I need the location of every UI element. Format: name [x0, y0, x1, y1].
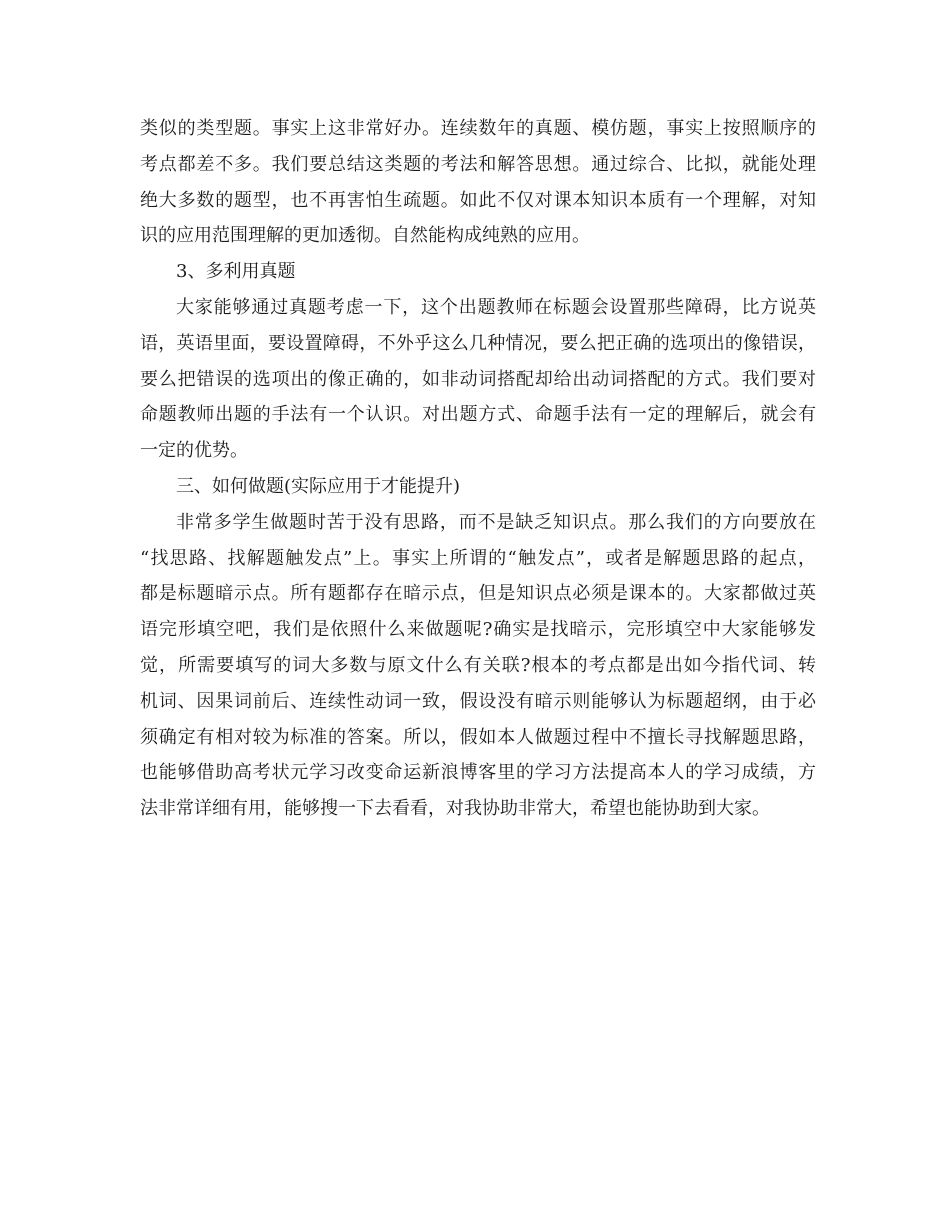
paragraph-line: 一定的优势。 — [140, 440, 248, 462]
paragraph-line: 类似的类型题。事实上这非常好办。连续数年的真题、模仿题，事实上按照顺序的 — [140, 118, 816, 139]
paragraph-line: 机词、因果词前后、连续性动词一致，假设没有暗示则能够认为标题超纲，由于必 — [140, 690, 816, 712]
paragraph-line: 非常多学生做题时苦于没有思路，而不是缺乏知识点。那么我们的方向要放在 — [176, 511, 816, 533]
paragraph-line: 语，英语里面，要设置障碍，不外乎这么几种情况，要么把正确的选项出的像错误， — [140, 332, 816, 354]
document-body — [140, 111, 816, 827]
paragraph-line: 也能够借助高考状元学习改变命运新浪博客里的学习方法提高本人的学习成绩，方 — [140, 762, 816, 784]
paragraph-line: 觉，所需要填写的词大多数与原文什么有关联?根本的考点都是出如今指代词、转 — [140, 654, 816, 676]
paragraph-line: 命题教师出题的手法有一个认识。对出题方式、命题手法有一定的理解后，就会有 — [140, 404, 816, 426]
section-heading: 三、如何做题(实际应用于才能提升) — [176, 475, 461, 497]
paragraph-line: 识的应用范围理解的更加透彻。自然能构成纯熟的应用。 — [140, 225, 590, 247]
paragraph-line: 考点都差不多。我们要总结这类题的考法和解答思想。通过综合、比拟，就能处理 — [140, 153, 816, 175]
paragraph-line: 大家能够通过真题考虑一下，这个出题教师在标题会设置那些障碍，比方说英 — [176, 296, 816, 318]
section-heading: 3、多利用真题 — [176, 261, 296, 283]
paragraph-line: 绝大多数的题型，也不再害怕生疏题。如此不仅对课本知识本质有一个理解，对知 — [140, 189, 816, 211]
paragraph-line: 语完形填空吧，我们是依照什么来做题呢?确实是找暗示，完形填空中大家能够发 — [140, 619, 816, 641]
paragraph-line: 要么把错误的选项出的像正确的，如非动词搭配却给出动词搭配的方式。我们要对 — [140, 368, 816, 390]
paragraph-line: 都是标题暗示点。所有题都存在暗示点，但是知识点必须是课本的。大家都做过英 — [140, 583, 816, 605]
paragraph-line: 须确定有相对较为标准的答案。所以，假如本人做题过程中不擅长寻找解题思路， — [140, 726, 816, 748]
paragraph-line: 法非常详细有用，能够搜一下去看看，对我协助非常大，希望也能协助到大家。 — [140, 798, 770, 820]
paragraph-line: “找思路、找解题触发点”上。事实上所谓的“触发点”，或者是解题思路的起点， — [140, 547, 816, 569]
